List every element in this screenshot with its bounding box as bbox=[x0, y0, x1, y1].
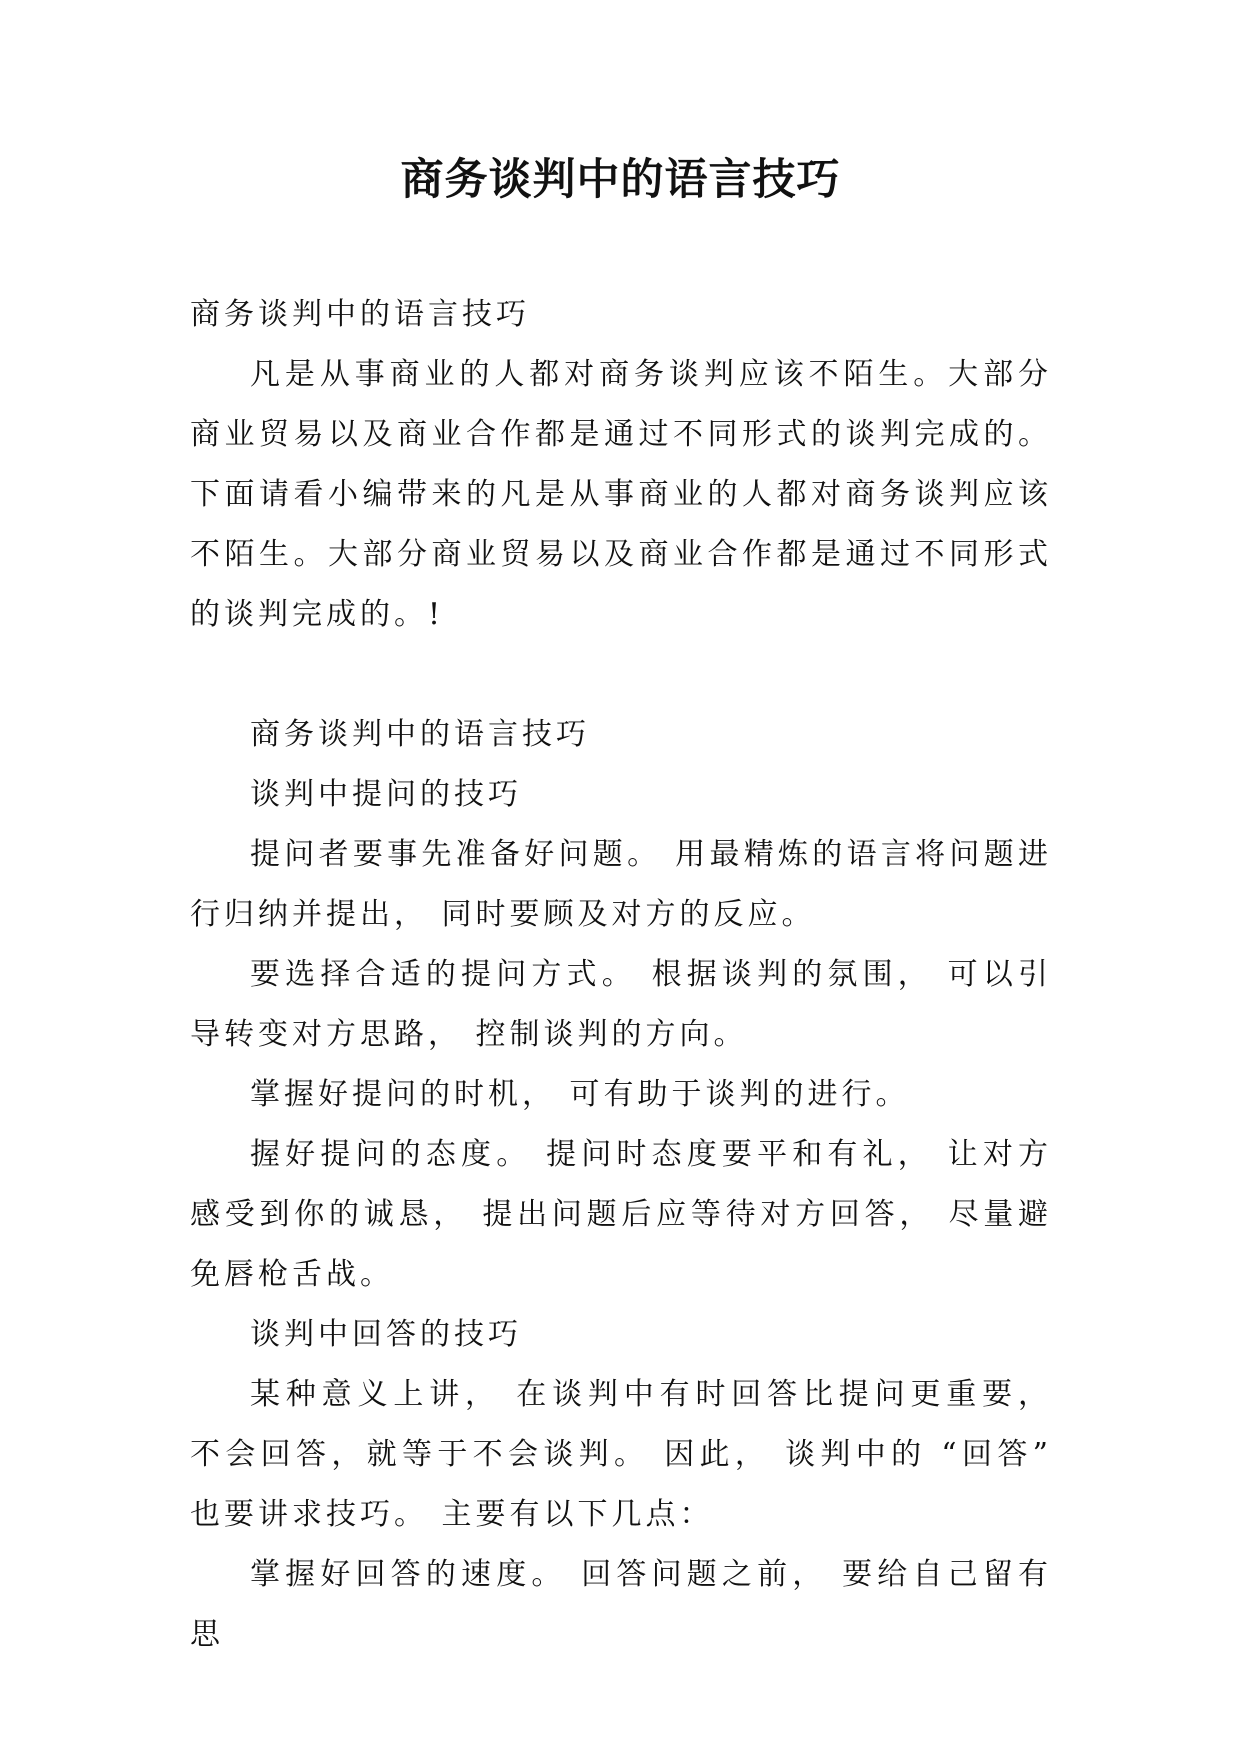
subtitle-line: 商务谈判中的语言技巧 bbox=[190, 297, 530, 332]
subsection-heading-answering: 谈判中回答的技巧 bbox=[250, 1317, 522, 1352]
paragraph-question-attitude: 握好提问的态度。 提问时态度要平和有礼， 让对方感受到你的诚恳， 提出问题后应等待对方回答， 尽量避免唇枪舌战。 bbox=[190, 1137, 1052, 1292]
paragraph-question-timing: 掌握好提问的时机， 可有助于谈判的进行。 bbox=[250, 1077, 910, 1112]
paragraph-question-method: 要选择合适的提问方式。 根据谈判的氛围， 可以引导转变对方思路， 控制谈判的方向。 bbox=[190, 957, 1052, 1052]
subsection-heading-questioning: 谈判中提问的技巧 bbox=[250, 777, 522, 812]
paragraph-answer-speed: 掌握好回答的速度。 回答问题之前， 要给自己留有思 bbox=[190, 1557, 1052, 1652]
document-title: 商务谈判中的语言技巧 bbox=[400, 155, 841, 205]
section-heading: 商务谈判中的语言技巧 bbox=[250, 717, 590, 752]
blank-line bbox=[190, 645, 1052, 705]
document-body bbox=[190, 285, 1052, 1665]
paragraph-answer-importance: 某种意义上讲， 在谈判中有时回答比提问更重要， 不会回答，就等于不会谈判。 因此， 谈判中的 “回答” 也要讲求技巧。 主要有以下几点： bbox=[190, 1377, 1052, 1532]
intro-paragraph: 凡是从事商业的人都对商务谈判应该不陌生。大部分商业贸易以及商业合作都是通过不同形式的谈判完成的。下面请看小编带来的凡是从事商业的人都对商务谈判应该不陌生。大部分商业贸易以及商业合作都是通过不同形式的谈判完成的。! bbox=[190, 357, 1052, 632]
paragraph-prepare-questions: 提问者要事先准备好问题。 用最精炼的语言将问题进行归纳并提出， 同时要顾及对方的反应。 bbox=[190, 837, 1052, 932]
